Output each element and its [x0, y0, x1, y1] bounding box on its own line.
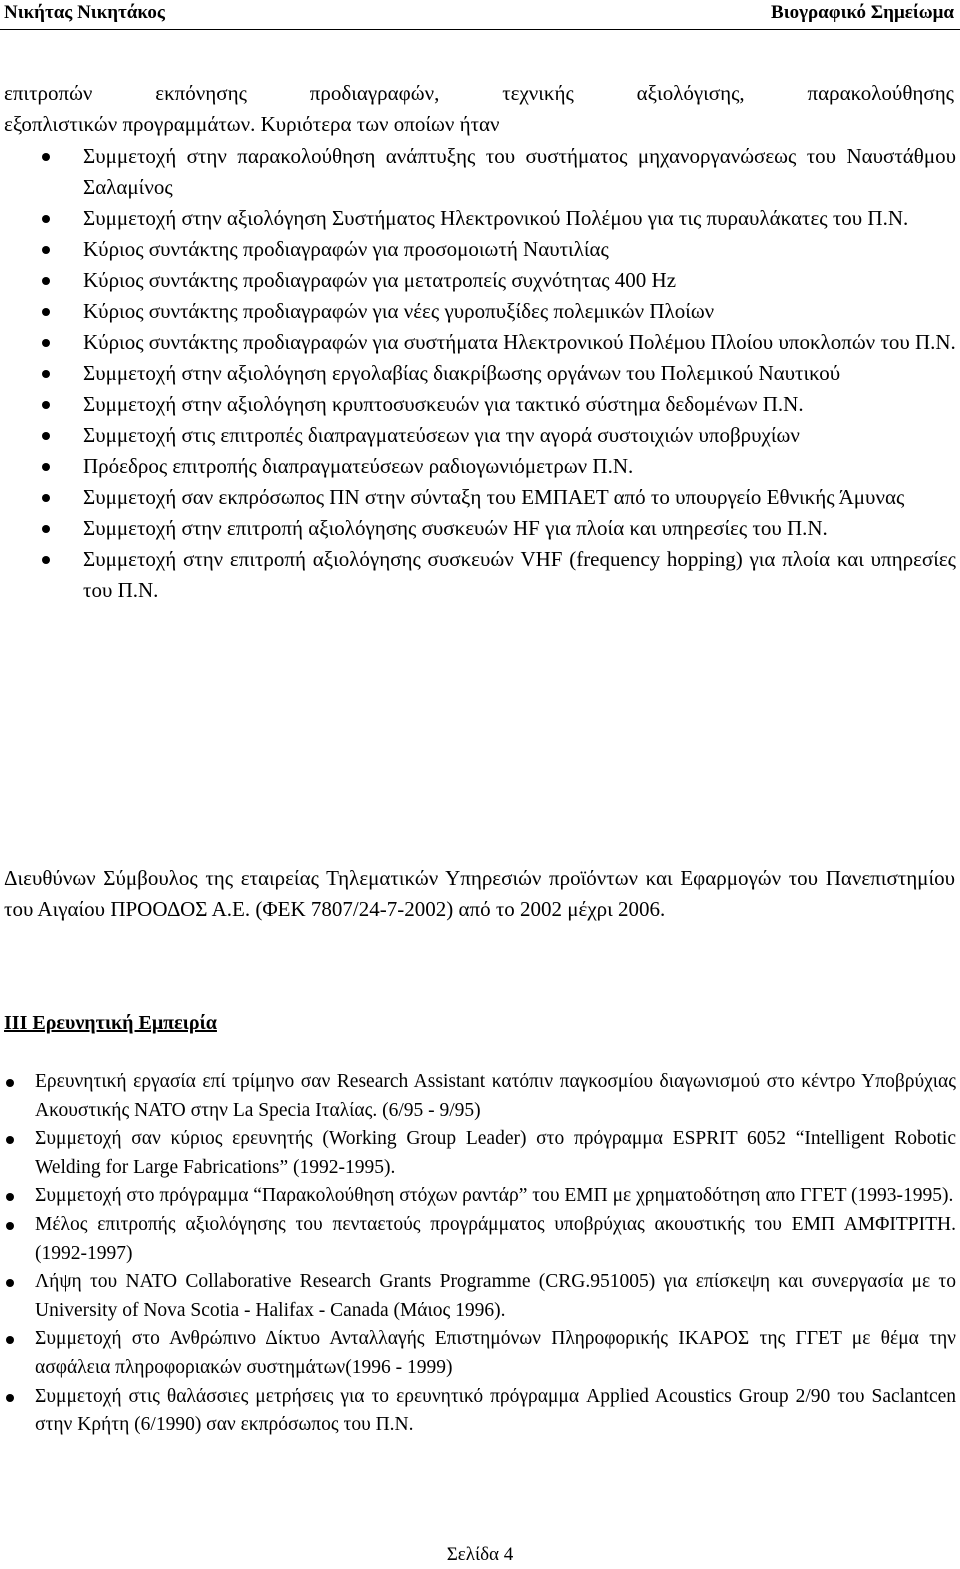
bullet-icon	[42, 494, 50, 502]
bullet-icon	[42, 153, 50, 161]
intro-paragraph	[4, 78, 954, 140]
intro-line-2: εξοπλιστικών προγραμμάτων. Κυριότερα των οποίων ήταν	[4, 112, 500, 136]
bullet-icon	[42, 525, 50, 533]
bullet-icon	[6, 1222, 14, 1230]
list-item-text: Συμμετοχή σαν εκπρόσωπος ΠΝ στην σύνταξη του ΕΜΠΑΕΤ από το υπουργείο Εθνικής Άμυνας	[83, 485, 905, 509]
list-item-text: Συμμετοχή στο Ανθρώπινο Δίκτυο Ανταλλαγής Επιστημόνων Πληροφορικής ΙΚΑΡΟΣ της ΓΓΕΤ με θέμα την ασφάλεια πληροφοριακών συστημάτων(1996 - 1999)	[35, 1328, 956, 1378]
bullet-icon	[6, 1336, 14, 1344]
committee-list	[0, 141, 956, 606]
list-item	[0, 1211, 956, 1268]
list-item	[0, 265, 956, 296]
list-item	[0, 1068, 956, 1125]
list-item-text: Συμμετοχή στο πρόγραμμα “Παρακολούθηση στόχων ραντάρ” του ΕΜΠ με χρηματοδότηση απο ΓΓΕΤ (1993-1995).	[35, 1185, 954, 1207]
bullet-icon	[6, 1394, 14, 1402]
bullet-icon	[42, 215, 50, 223]
list-item-text: Συμμετοχή στην αξιολόγηση εργολαβίας διακρίβωσης οργάνων του Πολεμικού Ναυτικού	[83, 361, 841, 385]
page-header	[0, 0, 960, 28]
list-item-text: Πρόεδρος επιτροπής διαπραγματεύσεων ραδιογωνιόμετρων Π.Ν.	[83, 454, 634, 478]
list-item-text: Συμμετοχή σαν κύριος ερευνητής (Working Group Leader) στο πρόγραμμα ESPRIT 6052 “Intelligent Robotic Welding for Large Fabrications” (1992-1995).	[35, 1128, 956, 1178]
bullet-icon	[42, 463, 50, 471]
research-list	[0, 1068, 956, 1440]
bullet-icon	[42, 339, 50, 347]
list-item-text: Συμμετοχή στην επιτροπή αξιολόγησης συσκευών VHF (frequency hopping) για πλοία και υπηρεσίες του Π.Ν.	[83, 547, 956, 602]
list-item	[0, 544, 956, 606]
list-item	[0, 234, 956, 265]
bullet-icon	[6, 1136, 14, 1144]
bullet-icon	[6, 1279, 14, 1287]
list-item-text: Συμμετοχή στις επιτροπές διαπραγματεύσεων για την αγορά συστοιχιών υποβρυχίων	[83, 423, 800, 447]
bullet-icon	[42, 401, 50, 409]
bullet-icon	[42, 277, 50, 285]
list-item	[0, 451, 956, 482]
intro-line-1: επιτροπών εκπόνησης προδιαγραφών, τεχνικής αξιολόγισης, παρακολούθησης	[4, 81, 954, 105]
list-item-text: Συμμετοχή στην αξιολόγηση κρυπτοσυσκευών για τακτικό σύστημα δεδομένων Π.Ν.	[83, 392, 804, 416]
list-item	[0, 358, 956, 389]
list-item-text: Λήψη του NATO Collaborative Research Grants Programme (CRG.951005) για επίσκεψη και συνεργασία με το University of Nova Scotia - Halifax - Canada (Μάιος 1996).	[35, 1271, 956, 1321]
list-item-text: Μέλος επιτροπής αξιολόγησης του πενταετούς προγράμματος υποβρύχιας ακουστικής του ΕΜΠ ΑΜΦΙΤΡΙΤΗ. (1992-1997)	[35, 1213, 956, 1264]
list-item	[0, 1182, 956, 1211]
list-item	[0, 482, 956, 513]
section-title: III Ερευνητική Εμπειρία	[4, 1012, 217, 1034]
bullet-icon	[42, 308, 50, 316]
list-item	[0, 296, 956, 327]
list-item	[0, 389, 956, 420]
list-item	[0, 1383, 956, 1440]
bullet-icon	[42, 432, 50, 440]
list-item	[0, 141, 956, 203]
bullet-icon	[42, 556, 50, 564]
list-item	[0, 513, 956, 544]
list-item-text: Συμμετοχή στην παρακολούθηση ανάπτυξης του συστήματος μηχανοργανώσεως του Ναυστάθμου Σαλαμίνος	[83, 144, 956, 199]
list-item	[0, 1268, 956, 1325]
header-divider	[0, 29, 960, 30]
list-item-text: Κύριος συντάκτης προδιαγραφών για νέες γυροπυξίδες πολεμικών Πλοίων	[83, 299, 715, 323]
list-item-text: Ερευνητική εργασία επί τρίμηνο σαν Research Assistant κατόπιν παγκοσμίου διαγωνισμού στο κέντρο Υποβρύχιας Ακουστικής NATO στην La Specia Ιταλίας. (6/95 - 9/95)	[35, 1071, 956, 1121]
list-item	[0, 1125, 956, 1182]
bullet-icon	[6, 1193, 14, 1201]
list-item	[0, 1325, 956, 1382]
bullet-icon	[42, 370, 50, 378]
list-item-text: Συμμετοχή στην αξιολόγηση Συστήματος Ηλεκτρονικού Πολέμου για τις πυραυλάκατες του Π.Ν.	[83, 206, 909, 230]
list-item	[0, 420, 956, 451]
ceo-paragraph: Διευθύνων Σύμβουλος της εταιρείας Τηλεματικών Υπηρεσιών προϊόντων και Εφαρμογών του Πανεπιστημίου του Αιγαίου ΠΡΟΟΔΟΣ Α.Ε. (ΦΕΚ 7807/24-7-2002) από το 2002 μέχρι 2006.	[4, 866, 955, 921]
header-doc-title: Βιογραφικό Σημείωμα	[771, 2, 954, 23]
list-item-text: Κύριος συντάκτης προδιαγραφών για μετατροπείς συχνότητας 400 Hz	[83, 268, 677, 292]
list-item	[0, 327, 956, 358]
list-item-text: Κύριος συντάκτης προδιαγραφών για συστήματα Ηλεκτρονικού Πολέμου Πλοίου υποκλοπών του Π.Ν.	[83, 330, 956, 354]
list-item	[0, 203, 956, 234]
bullet-icon	[6, 1079, 14, 1087]
list-item-text: Κύριος συντάκτης προδιαγραφών για προσομοιωτή Ναυτιλίας	[83, 237, 609, 261]
header-author: Νικήτας Νικητάκος	[4, 2, 165, 23]
bullet-icon	[42, 246, 50, 254]
page-number: Σελίδα 4	[446, 1544, 514, 1565]
list-item-text: Συμμετοχή στις θαλάσσιες μετρήσεις για το ερευνητικό πρόγραμμα Applied Acoustics Group 2/90 του Saclantcen στην Κρήτη (6/1990) σαν εκπρόσωπος του Π.Ν.	[35, 1385, 956, 1436]
list-item-text: Συμμετοχή στην επιτροπή αξιολόγησης συσκευών HF για πλοία και υπηρεσίες του Π.Ν.	[83, 516, 828, 540]
